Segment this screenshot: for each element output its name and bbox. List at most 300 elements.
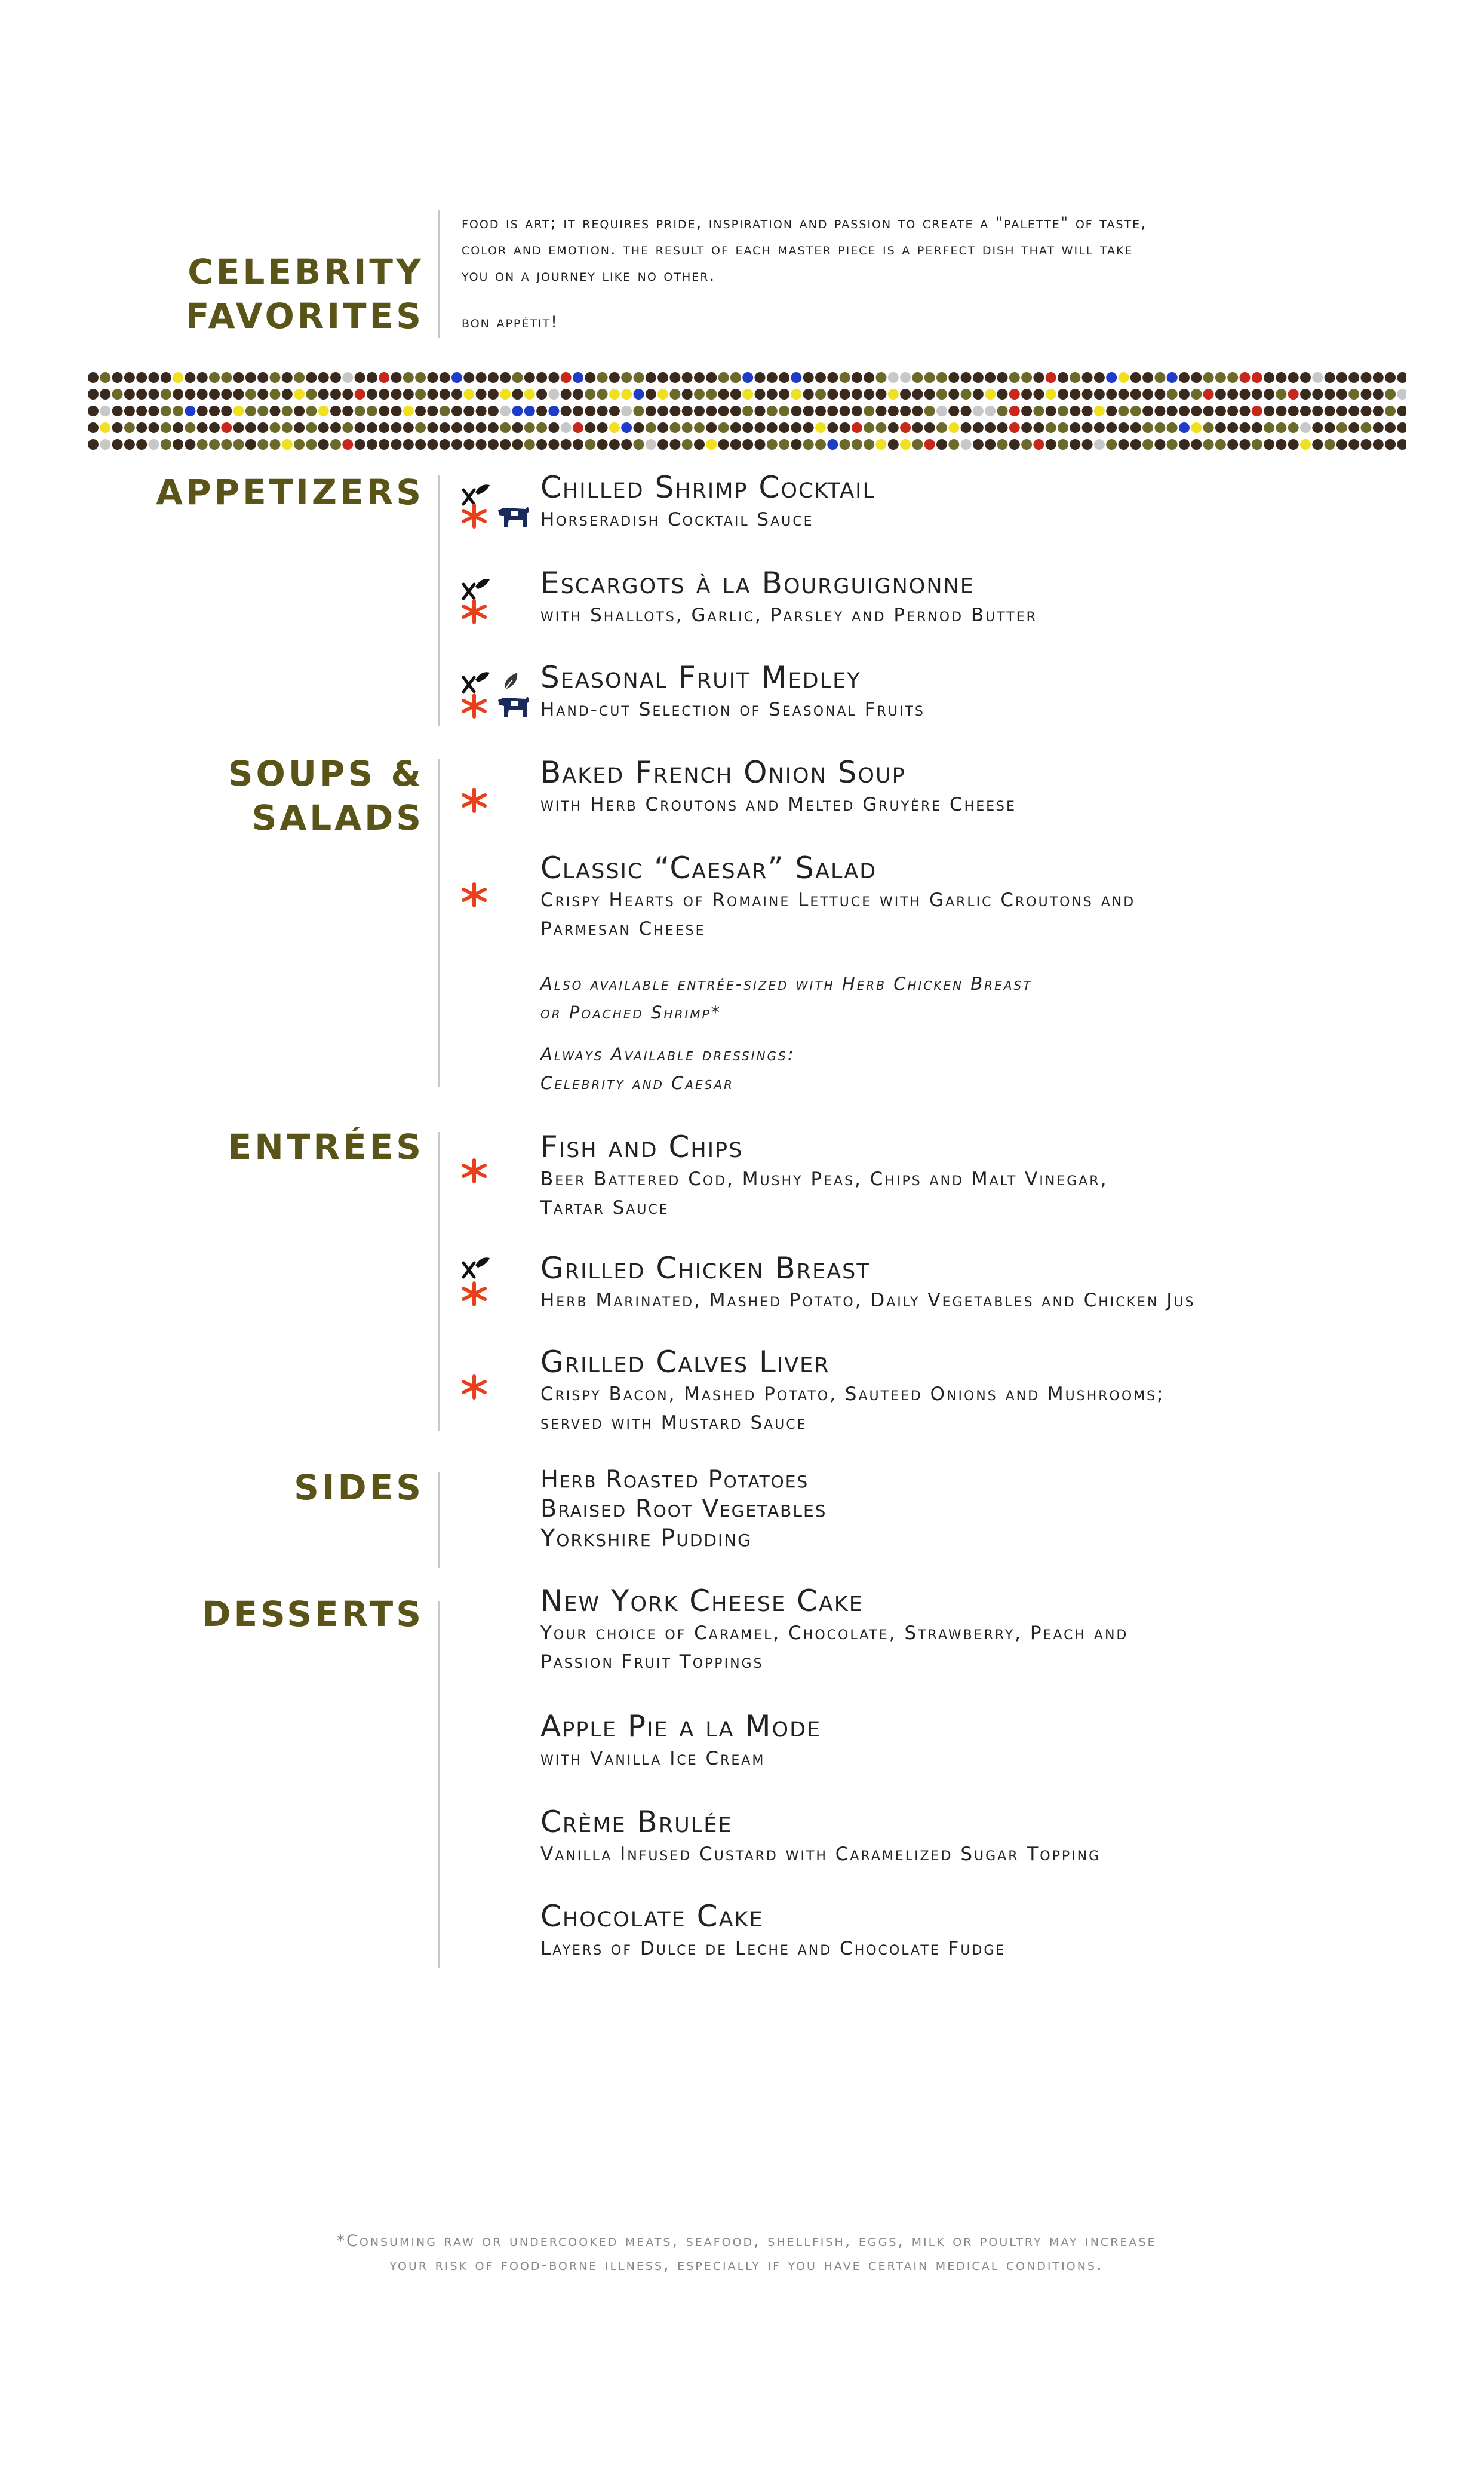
palette-dot — [1300, 372, 1311, 383]
palette-dot — [270, 372, 281, 383]
palette-dot — [342, 389, 353, 400]
palette-dot — [197, 389, 208, 400]
palette-dot — [900, 406, 911, 416]
palette-dot — [209, 439, 220, 450]
palette-dot — [1373, 422, 1384, 433]
palette-dot — [282, 422, 293, 433]
intro-text — [462, 210, 1405, 336]
palette-dot — [500, 372, 511, 383]
palette-dot — [245, 439, 256, 450]
palette-dot — [609, 406, 620, 416]
palette-dot — [694, 372, 705, 383]
palette-dot — [924, 422, 935, 433]
palette-dot — [646, 422, 656, 433]
palette-dot — [755, 406, 766, 416]
palette-dot — [936, 439, 947, 450]
palette-dot — [1227, 439, 1238, 450]
palette-dot — [912, 372, 923, 383]
palette-dot — [524, 389, 535, 400]
palette-dot — [185, 422, 195, 433]
palette-dot — [221, 389, 232, 400]
palette-dot — [730, 389, 741, 400]
palette-dot — [1288, 439, 1299, 450]
palette-dot — [355, 439, 365, 450]
palette-dot — [88, 439, 99, 450]
palette-dot-band — [87, 369, 1406, 456]
palette-dot — [1215, 406, 1226, 416]
palette-dot — [1397, 389, 1406, 400]
palette-dot — [221, 422, 232, 433]
palette-dot — [1300, 439, 1311, 450]
palette-dot — [561, 372, 572, 383]
palette-dot — [997, 439, 1008, 450]
palette-dot — [1312, 389, 1323, 400]
palette-dot — [585, 389, 595, 400]
palette-dot — [621, 389, 632, 400]
palette-dot — [342, 422, 353, 433]
footnote-line-1: *Consuming raw or undercooked meats, seafood, shellfish, eggs, milk or poultry may increase — [336, 2232, 1157, 2250]
palette-dot — [840, 372, 850, 383]
palette-dot — [1227, 372, 1238, 383]
palette-dot — [669, 406, 680, 416]
item-title: Crème Brulée — [540, 1805, 733, 1839]
palette-dot — [1336, 389, 1347, 400]
entrees-heading: ENTRÉES — [228, 1127, 424, 1167]
palette-dot — [597, 406, 608, 416]
palette-dot — [815, 372, 826, 383]
celebrity-favorites-title — [90, 250, 424, 338]
palette-dot — [355, 372, 365, 383]
item-desc: Beer Battered Cod, Mushy Peas, Chips and Malt Vinegar, — [540, 1168, 1108, 1190]
palette-dot — [257, 389, 268, 400]
palette-dot — [1009, 372, 1020, 383]
palette-dot — [1288, 422, 1299, 433]
palette-dot — [1130, 439, 1141, 450]
palette-dot — [500, 406, 511, 416]
palette-dot — [985, 439, 996, 450]
palette-dot — [573, 389, 583, 400]
palette-dot — [827, 406, 838, 416]
palette-dot — [536, 406, 547, 416]
palette-dot — [900, 372, 911, 383]
palette-dot — [1154, 406, 1165, 416]
item-desc: Parmesan Cheese — [540, 918, 706, 940]
palette-dot — [1276, 422, 1286, 433]
food-safety-footnote — [179, 2229, 1314, 2277]
palette-dot — [318, 406, 329, 416]
palette-dot — [1033, 406, 1044, 416]
palette-dot — [791, 389, 801, 400]
palette-dot — [1264, 439, 1274, 450]
desserts-divider — [438, 1601, 440, 1968]
palette-dot — [379, 406, 389, 416]
palette-dot — [440, 422, 450, 433]
palette-dot — [100, 389, 110, 400]
palette-dot — [100, 422, 110, 433]
palette-dot — [282, 389, 293, 400]
heading-line-2: SALADS — [251, 797, 424, 838]
menu-item-calves-liver — [540, 1344, 1436, 1437]
palette-dot — [936, 372, 947, 383]
palette-dot — [427, 422, 438, 433]
item-desc: with Vanilla Ice Cream — [540, 1748, 766, 1769]
palette-dot — [330, 422, 341, 433]
palette-dot — [1300, 406, 1311, 416]
palette-dot — [330, 372, 341, 383]
palette-dot — [536, 389, 547, 400]
palette-dot — [742, 389, 753, 400]
palette-dot — [973, 422, 984, 433]
palette-dot — [149, 439, 159, 450]
menu-item-chicken-breast — [540, 1250, 1436, 1315]
palette-dot — [948, 372, 959, 383]
palette-dot — [694, 422, 705, 433]
palette-dot — [548, 422, 559, 433]
palette-dot — [355, 406, 365, 416]
palette-dot — [694, 439, 705, 450]
palette-dot — [403, 422, 414, 433]
palette-dot — [852, 406, 862, 416]
palette-dot — [646, 389, 656, 400]
palette-dot — [1142, 439, 1153, 450]
palette-dot — [306, 372, 317, 383]
palette-dot — [500, 422, 511, 433]
sides-heading: SIDES — [294, 1467, 424, 1508]
palette-dot — [257, 422, 268, 433]
palette-dot — [1106, 389, 1117, 400]
palette-dot — [1215, 422, 1226, 433]
palette-dot — [1154, 422, 1165, 433]
palette-dot — [864, 439, 874, 450]
palette-dot — [161, 389, 171, 400]
palette-dot — [1336, 406, 1347, 416]
palette-dot — [1373, 406, 1384, 416]
palette-dot — [1203, 422, 1214, 433]
palette-dot — [1119, 422, 1129, 433]
item-title: Escargots à la Bourguignonne — [540, 566, 975, 600]
palette-dot — [1094, 422, 1105, 433]
palette-dot — [1082, 372, 1093, 383]
palette-dot — [1009, 422, 1020, 433]
palette-dot — [621, 422, 632, 433]
appetizers-divider — [438, 475, 440, 726]
palette-dot — [112, 389, 123, 400]
palette-dot — [1106, 372, 1117, 383]
palette-dot — [718, 406, 729, 416]
palette-dot — [1142, 406, 1153, 416]
palette-dot — [1119, 389, 1129, 400]
palette-dot — [185, 439, 195, 450]
palette-dot — [1300, 389, 1311, 400]
palette-dot — [524, 439, 535, 450]
palette-dot — [1070, 389, 1080, 400]
palette-dot — [1312, 406, 1323, 416]
palette-dot — [634, 389, 644, 400]
intro-line-1: food is art; it requires pride, inspiration and passion to create a "palette" of taste, — [462, 214, 1147, 232]
palette-dot — [1240, 389, 1251, 400]
palette-dot — [233, 406, 244, 416]
palette-dot — [948, 439, 959, 450]
menu-item-chocolate-cake — [540, 1898, 1436, 1963]
palette-dot — [149, 422, 159, 433]
palette-dot — [403, 389, 414, 400]
palette-dot — [840, 406, 850, 416]
palette-dot — [124, 372, 135, 383]
star-icon — [461, 882, 487, 908]
palette-dot — [1179, 439, 1190, 450]
palette-dot — [379, 422, 389, 433]
palette-dot — [245, 389, 256, 400]
cow-icon — [496, 694, 530, 719]
star-icon — [461, 1374, 487, 1400]
palette-dot — [791, 372, 801, 383]
palette-dot — [924, 389, 935, 400]
palette-dot — [948, 406, 959, 416]
palette-dot — [440, 406, 450, 416]
palette-dot — [1227, 422, 1238, 433]
palette-dot — [1203, 439, 1214, 450]
palette-dot — [318, 372, 329, 383]
palette-dot — [1094, 406, 1105, 416]
palette-dot — [524, 372, 535, 383]
palette-dot — [1348, 422, 1359, 433]
palette-dot — [415, 439, 426, 450]
palette-dot — [1021, 406, 1032, 416]
palette-dot — [585, 422, 595, 433]
star-icon — [461, 1281, 487, 1307]
palette-dot — [694, 389, 705, 400]
palette-dot — [767, 372, 778, 383]
palette-dot — [1070, 406, 1080, 416]
palette-dot — [488, 439, 499, 450]
palette-dot — [1179, 389, 1190, 400]
palette-dot — [767, 439, 778, 450]
palette-dot — [864, 422, 874, 433]
palette-dot — [755, 372, 766, 383]
palette-dot — [634, 439, 644, 450]
menu-item-shrimp-cocktail — [540, 470, 1436, 534]
palette-dot — [548, 406, 559, 416]
palette-dot — [1191, 422, 1202, 433]
palette-dot — [342, 439, 353, 450]
palette-dot — [815, 439, 826, 450]
palette-dot — [609, 389, 620, 400]
palette-dot — [1385, 439, 1396, 450]
palette-dot — [1167, 372, 1178, 383]
palette-dot — [1336, 372, 1347, 383]
item-desc: Your choice of Caramel, Chocolate, Strawberry, Peach and — [540, 1622, 1129, 1644]
palette-dot — [815, 422, 826, 433]
palette-dot — [367, 389, 377, 400]
palette-dot — [1021, 372, 1032, 383]
palette-dot — [318, 439, 329, 450]
palette-dot — [88, 406, 99, 416]
menu-item-apple-pie — [540, 1708, 1436, 1773]
palette-dot — [961, 439, 972, 450]
palette-dot — [1058, 406, 1068, 416]
leaf-icon — [500, 670, 521, 692]
palette-dot — [840, 389, 850, 400]
palette-dot — [815, 389, 826, 400]
palette-dot — [997, 406, 1008, 416]
palette-dot — [185, 372, 195, 383]
palette-dot — [779, 406, 789, 416]
palette-dot — [245, 422, 256, 433]
palette-dot — [379, 439, 389, 450]
palette-dot — [136, 406, 147, 416]
palette-dot — [100, 406, 110, 416]
palette-dot — [900, 422, 911, 433]
palette-dot — [149, 406, 159, 416]
palette-dot — [197, 372, 208, 383]
palette-dot — [1106, 422, 1117, 433]
palette-dot — [1397, 439, 1406, 450]
palette-dot — [500, 389, 511, 400]
palette-dot — [767, 389, 778, 400]
palette-dot — [779, 372, 789, 383]
palette-dot — [912, 406, 923, 416]
item-desc: Tartar Sauce — [540, 1197, 669, 1219]
palette-dot — [1361, 406, 1372, 416]
palette-dot — [463, 389, 474, 400]
palette-dot — [1397, 406, 1406, 416]
palette-dot — [1215, 389, 1226, 400]
palette-dot — [864, 389, 874, 400]
palette-dot — [561, 439, 572, 450]
palette-dot — [112, 422, 123, 433]
item-title: Grilled Calves Liver — [540, 1345, 830, 1379]
palette-dot — [427, 389, 438, 400]
palette-dot — [827, 389, 838, 400]
star-icon — [461, 1158, 487, 1184]
palette-dot — [706, 389, 717, 400]
palette-dot — [306, 439, 317, 450]
palette-dot — [548, 372, 559, 383]
palette-dot — [1106, 439, 1117, 450]
palette-dot — [451, 422, 462, 433]
palette-dot — [415, 389, 426, 400]
palette-dot — [1179, 406, 1190, 416]
palette-dot — [403, 439, 414, 450]
palette-dot — [112, 406, 123, 416]
palette-dot — [197, 439, 208, 450]
palette-dot — [742, 439, 753, 450]
palette-dot — [1325, 439, 1335, 450]
palette-dot — [573, 372, 583, 383]
item-title: Chocolate Cake — [540, 1899, 764, 1934]
side-item: Braised Root Vegetables — [540, 1495, 827, 1523]
palette-dot — [282, 439, 293, 450]
palette-dot — [1191, 372, 1202, 383]
palette-dot — [1240, 422, 1251, 433]
palette-dot — [161, 422, 171, 433]
palette-dot — [936, 389, 947, 400]
palette-dot — [961, 372, 972, 383]
palette-dot — [367, 422, 377, 433]
palette-dot — [451, 389, 462, 400]
palette-dot — [173, 406, 183, 416]
palette-dot — [318, 389, 329, 400]
palette-dot — [1264, 372, 1274, 383]
palette-dot — [221, 439, 232, 450]
palette-dot — [815, 406, 826, 416]
palette-dot — [876, 389, 887, 400]
palette-dot — [1058, 422, 1068, 433]
palette-dot — [888, 422, 899, 433]
menu-item-creme-brulee — [540, 1804, 1436, 1868]
palette-dot — [1203, 406, 1214, 416]
palette-dot — [718, 372, 729, 383]
palette-dot — [463, 372, 474, 383]
palette-dot — [742, 422, 753, 433]
palette-dot — [1033, 439, 1044, 450]
heading-line-1: SOUPS & — [228, 753, 424, 794]
palette-dot — [173, 439, 183, 450]
palette-dot — [197, 406, 208, 416]
palette-dot — [1288, 372, 1299, 383]
palette-dot — [1373, 389, 1384, 400]
palette-dot — [415, 422, 426, 433]
palette-dot — [88, 422, 99, 433]
palette-dot — [367, 372, 377, 383]
palette-dot — [1033, 422, 1044, 433]
palette-dot — [524, 422, 535, 433]
palette-dot — [948, 389, 959, 400]
palette-dot — [1082, 406, 1093, 416]
palette-dot — [876, 372, 887, 383]
palette-dot — [1252, 389, 1262, 400]
palette-dot — [1094, 439, 1105, 450]
palette-dot — [161, 406, 171, 416]
palette-dot — [1119, 439, 1129, 450]
palette-dot — [730, 439, 741, 450]
palette-dot — [706, 372, 717, 383]
palette-dot — [561, 389, 572, 400]
palette-dot — [852, 439, 862, 450]
palette-dot — [1167, 422, 1178, 433]
palette-dot — [306, 406, 317, 416]
palette-dot — [876, 422, 887, 433]
palette-dot — [1385, 422, 1396, 433]
palette-dot — [512, 422, 523, 433]
palette-dot — [512, 439, 523, 450]
palette-dot — [476, 372, 487, 383]
palette-dot — [1033, 372, 1044, 383]
palette-dot — [742, 372, 753, 383]
palette-dot — [597, 389, 608, 400]
palette-dot — [803, 389, 814, 400]
item-title: Baked French Onion Soup — [540, 755, 906, 790]
palette-dot — [294, 406, 305, 416]
palette-dot — [512, 406, 523, 416]
palette-dot — [609, 422, 620, 433]
palette-dot — [1336, 439, 1347, 450]
item-desc: Vanilla Infused Custard with Caramelized Sugar Topping — [540, 1843, 1101, 1865]
palette-dot — [270, 422, 281, 433]
palette-dot — [1130, 422, 1141, 433]
palette-dot — [1240, 439, 1251, 450]
side-item: Yorkshire Pudding — [540, 1524, 752, 1552]
palette-dot — [512, 372, 523, 383]
palette-dot — [536, 422, 547, 433]
palette-dot — [876, 406, 887, 416]
palette-dot — [900, 389, 911, 400]
star-icon — [461, 599, 487, 625]
palette-dot — [985, 422, 996, 433]
menu-item-cheese-cake — [540, 1583, 1436, 1676]
palette-dot — [706, 422, 717, 433]
palette-dot — [306, 389, 317, 400]
